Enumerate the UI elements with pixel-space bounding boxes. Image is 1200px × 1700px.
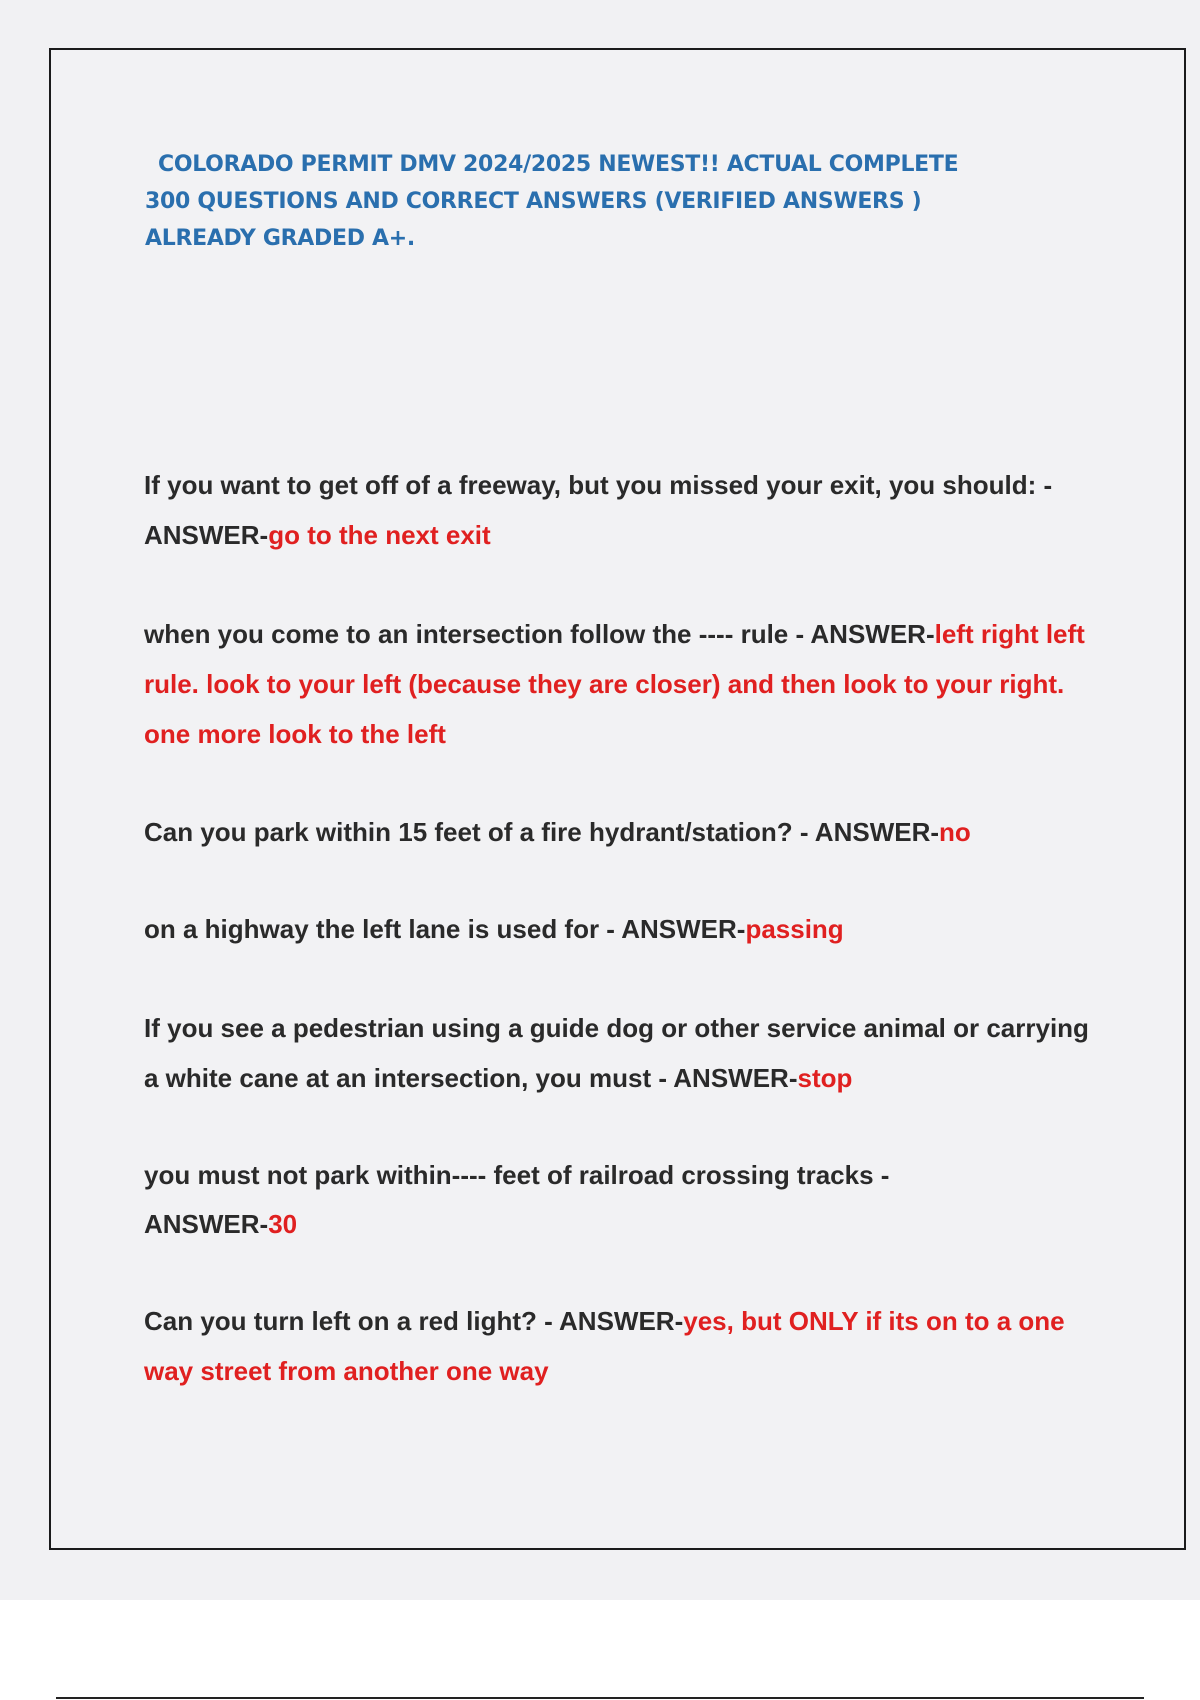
qa-item-2: [144, 609, 1104, 759]
question-text: you must not park within---- feet of railroad crossing tracks -: [144, 1160, 890, 1190]
question-text: If you see a pedestrian using a guide dog or other service animal or carrying a white cane at an intersection, you must -: [144, 1013, 1089, 1093]
question-text: If you want to get off of a freeway, but you missed your exit, you should: -: [144, 470, 1053, 500]
answer-prefix: ANSWER-: [621, 914, 746, 944]
qa-item-3: [144, 807, 1104, 857]
qa-item-4: [144, 904, 1104, 954]
title-line-2: 300 QUESTIONS AND CORRECT ANSWERS (VERIFIED ANSWERS ): [145, 189, 922, 214]
answer-text: stop: [797, 1063, 853, 1093]
answer-prefix: ANSWER-: [144, 1209, 269, 1239]
document-title: [145, 146, 1045, 257]
qa-item-5: [144, 1003, 1104, 1103]
question-text: Can you turn left on a red light? -: [144, 1306, 560, 1336]
answer-text: go to the next exit: [268, 520, 491, 550]
qa-item-1: [144, 460, 1104, 560]
qa-item-6: [144, 1151, 974, 1249]
title-line-1: COLORADO PERMIT DMV 2024/2025 NEWEST!! ACTUAL COMPLETE: [158, 152, 959, 177]
answer-prefix: ANSWER-: [673, 1063, 798, 1093]
qa-item-7: [144, 1296, 1104, 1396]
answer-text: passing: [745, 914, 844, 944]
footer-divider: [56, 1697, 1144, 1699]
answer-prefix: ANSWER-: [559, 1306, 684, 1336]
question-text: Can you park within 15 feet of a fire hydrant/station? -: [144, 817, 815, 847]
answer-text: 30: [268, 1209, 298, 1239]
answer-text: no: [939, 817, 971, 847]
answer-prefix: ANSWER-: [810, 619, 935, 649]
question-text: when you come to an intersection follow the ---- rule -: [144, 619, 811, 649]
title-line-3: ALREADY GRADED A+.: [145, 226, 415, 251]
question-text: on a highway the left lane is used for -: [144, 914, 622, 944]
answer-prefix: ANSWER-: [144, 520, 269, 550]
answer-text: yes, but ONLY if its on to a one way street from another one way: [144, 1306, 1065, 1386]
answer-text: left right left rule. look to your left (because they are closer) and then look to your right. one more look to the left: [144, 619, 1085, 749]
answer-prefix: ANSWER-: [814, 817, 940, 847]
